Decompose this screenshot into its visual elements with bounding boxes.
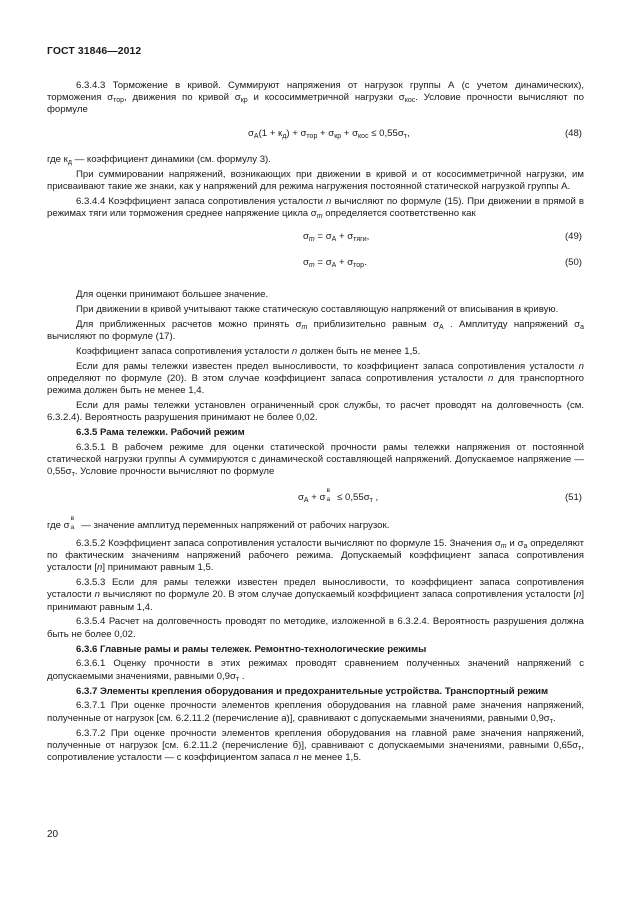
document-header: ГОСТ 31846—2012 [47, 46, 142, 57]
paragraph-where-kd: где $к_д$ — коэффициент динамики (см. формулу 3). [47, 153, 271, 166]
formula-51 [47, 486, 584, 506]
paragraph-greater-value: Для оценки принимают большее значение. [76, 289, 269, 300]
formula-48-expression: $\sigma_А(1 + к_д) + \sigma_{тор} + \sigma_{кр} + \sigma_{кос} \le 0,55\sigma_т$, [248, 127, 410, 140]
heading-6-3-6: 6.3.6 Главные рамы и рамы тележек. Ремонтно-технологические режимы [76, 643, 427, 655]
paragraph-6-3-4-3: 6.3.4.3 Торможение в кривой. Суммируют напряжения от нагрузок группы А (с учетом динамических), торможения $\sigma_{тор}$, движения по кривой $\sigma_{кр}$ и кососимметричной нагрузки $\sigma_{кос}$. Условие прочности вычисляют по формуле [47, 80, 584, 116]
document-body [47, 80, 584, 767]
paragraph-6-3-5-1: 6.3.5.1 В рабочем режиме для оценки статической прочности рамы тележки напряжения от постоянной статической нагрузки группы А суммируются с динамической составляющей напряжений. Допускаемое напряжение — $0,55\sigma_т$. Условие прочности вычисляют по формуле [47, 442, 584, 479]
formula-51-expression: $\sigma_А + \sigma$ в а ≤ $0,55\sigma_т$ , [298, 486, 379, 504]
paragraph-where-sigma-a: где σ в а — значение амплитуд переменных напряжений от рабочих нагрузок. [47, 514, 390, 531]
formula-49-number: (49) [564, 231, 582, 242]
paragraph-approx-calc: Для приближенных расчетов можно принять $\sigma_m$ приблизительно равным $\sigma_А$ . Амплитуду напряжений $\sigma_а$ вычисляют по формуле (17). [47, 318, 584, 342]
formula-51-number: (51) [564, 491, 582, 503]
formula-48-number: (48) [564, 127, 582, 139]
paragraph-summation: При суммировании напряжений, возникающих при движении в кривой и от кососимметричной нагрузки, им присваивают такие же знаки, как у напряжений для режима нагружения постоянной статической нагрузкой группы А. [47, 168, 584, 192]
formula-48 [47, 128, 584, 142]
paragraph-service-life: Если для рамы тележки установлен ограниченный срок службы, то расчет проводят на долговечность (см. 6.3.2.4). Вероятность разрушения принимают не более 0,02. [47, 400, 584, 424]
paragraph-6-3-7-2: 6.3.7.2 При оценке прочности элементов крепления оборудования на главной раме значения напряжений, полученные от нагрузок [см. 6.2.11.2 (перечисление б)], сравнивают с допускаемыми значениями, равными $0,65\sigma_т$, сопротивление усталости — с коэффициентом запаса n не менее 1,5. [47, 727, 584, 763]
heading-6-3-7: 6.3.7 Элементы крепления оборудования и предохранительные устройства. Транспортный режим [76, 685, 549, 697]
paragraph-6-3-5-4: 6.3.5.4 Расчет на долговечность проводят по методике, изложенной в 6.3.2.4. Вероятность разрушения должна быть не более 0,02. [47, 616, 584, 640]
formula-49 [47, 231, 584, 245]
paragraph-fatigue-min: Коэффициент запаса сопротивления усталости n должен быть не менее 1,5. [76, 345, 421, 357]
heading-6-3-5: 6.3.5 Рама тележки. Рабочий режим [76, 427, 245, 439]
formula-50-number: (50) [564, 257, 582, 268]
paragraph-6-3-4-4: 6.3.4.4 Коэффициент запаса сопротивления усталости n вычисляют по формуле (15). При движении в прямой в режимах тяги или торможения среднее напряжение цикла $\sigma_m$ определяется соответственно как [47, 195, 584, 220]
paragraph-6-3-5-3: 6.3.5.3 Если для рамы тележки известен предел выносливости, то коэффициент запаса сопротивления усталости n вычисляют по формуле 20. В этом случае допускаемый коэффициент запаса сопротивления усталости [n] принимают равным 1,4. [47, 577, 584, 613]
paragraph-6-3-7-1: 6.3.7.1 При оценке прочности элементов крепления оборудования на главной раме значения напряжений, полученные от нагрузок [см. 6.2.11.2 (перечисление а)], сравнивают с допускаемыми значениями, равными $0,9\sigma_т$. [47, 700, 584, 725]
formula-49-expression: $\sigma_m = \sigma_А + \sigma_{тяги}$, [303, 231, 370, 243]
paragraph-curve-static: При движении в кривой учитывают также статическую составляющую напряжений от вписывания в кривую. [76, 303, 559, 315]
formula-50 [47, 257, 584, 271]
page-number: 20 [47, 829, 59, 840]
paragraph-6-3-6-1: 6.3.6.1 Оценку прочности в этих режимах проводят сравнением полученных значений напряжений с допускаемыми значениями, равными $0,9\sigma_т$ . [47, 658, 584, 683]
paragraph-endurance-limit: Если для рамы тележки известен предел выносливости, то коэффициент запаса сопротивления усталости n определяют по формуле (20). В этом случае коэффициент запаса сопротивления усталости n для транспортного режима должен быть не менее 1,4. [47, 360, 584, 397]
formula-50-expression: $\sigma_m = \sigma_А + \sigma_{тор}$. [303, 257, 367, 269]
paragraph-6-3-5-2: 6.3.5.2 Коэффициент запаса сопротивления усталости вычисляют по формуле 15. Значения $\sigma_m$ и $\sigma_а$ определяют по фактическим значениям напряжений рабочего режима. Допускаемый коэффициент запаса сопротивления усталости [n] принимают равным 1,5. [47, 537, 584, 574]
